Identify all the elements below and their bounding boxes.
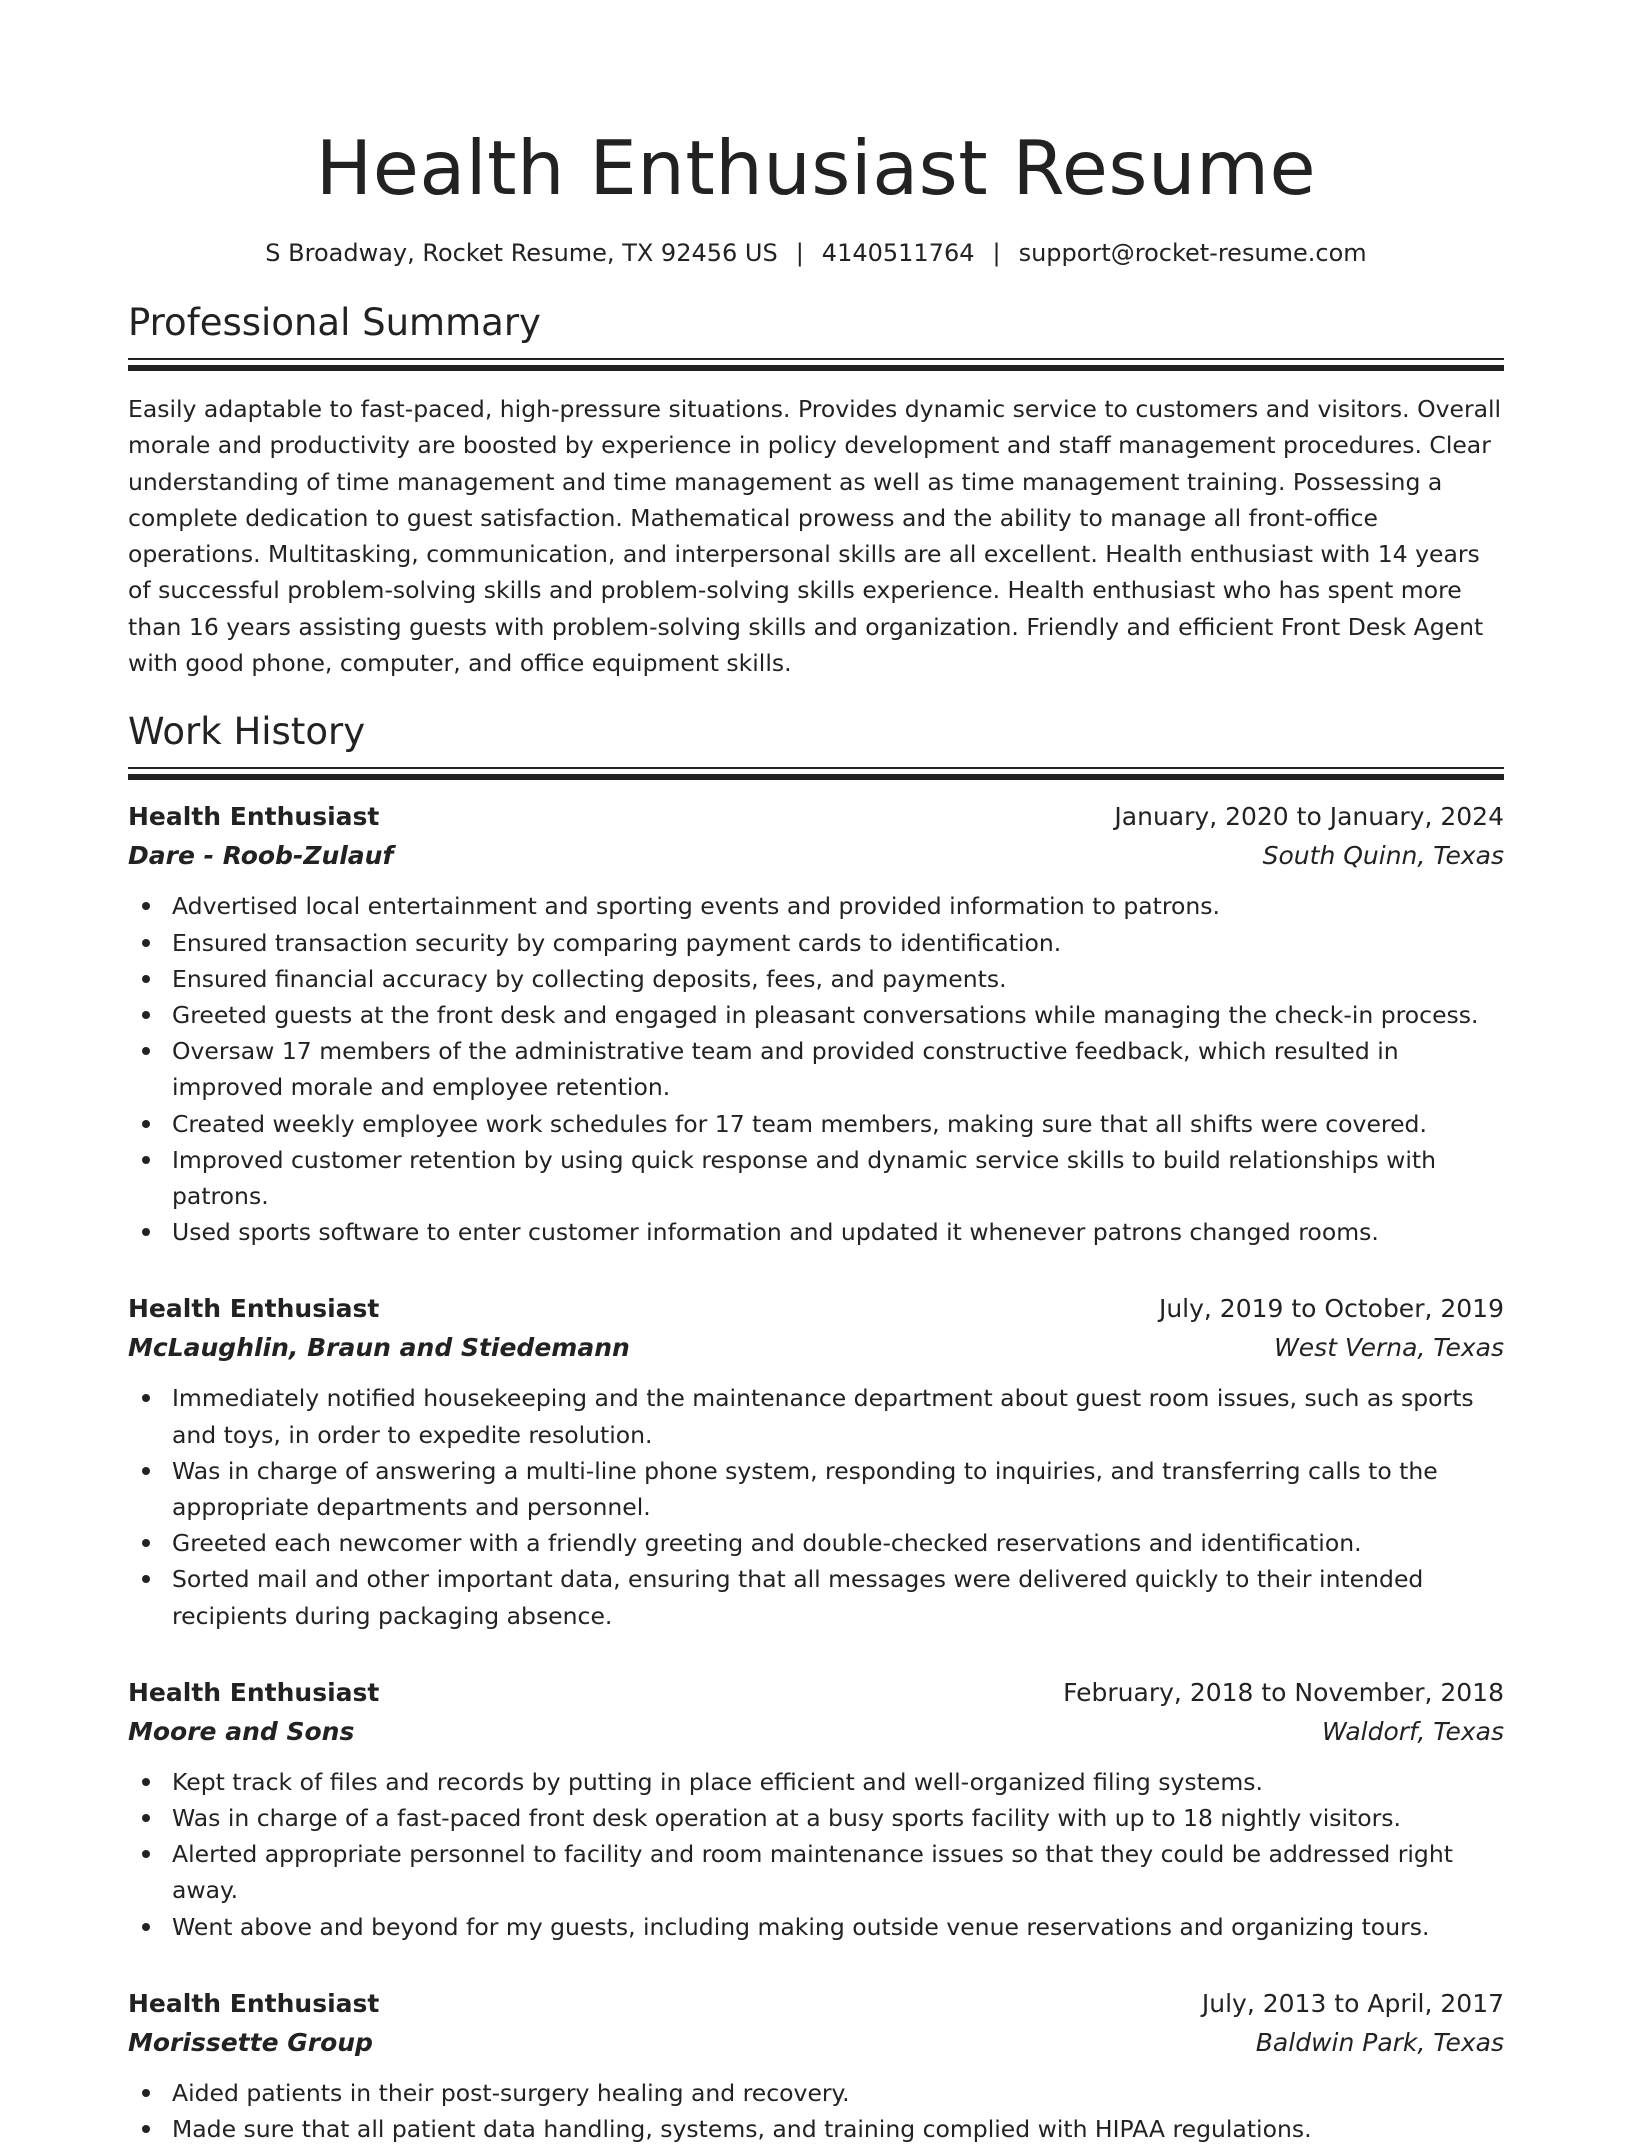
job-bullet: Was in charge of answering a multi-line phone system, responding to inquiries, and transferring calls to the appropriate departments and personnel.	[172, 1453, 1504, 1525]
section-divider	[128, 767, 1504, 780]
section-divider	[128, 358, 1504, 371]
job-company: Moore and Sons	[128, 1716, 355, 1746]
job-company: Dare - Roob-Zulauf	[128, 841, 394, 871]
work-history-section	[128, 709, 1504, 2147]
job-bullet: Greeted each newcomer with a friendly greeting and double-checked reservations and identification.	[172, 1525, 1504, 1561]
job-title: Health Enthusiast	[128, 802, 380, 832]
job-bullet: Ensured transaction security by comparing payment cards to identification.	[172, 925, 1504, 961]
job-dates: January, 2020 to January, 2024	[1114, 802, 1504, 832]
job-bullet-list	[128, 1764, 1504, 1945]
job-bullet: Was in charge of a fast-paced front desk operation at a busy sports facility with up to 18 nightly visitors.	[172, 1800, 1504, 1836]
job-title: Health Enthusiast	[128, 1677, 380, 1707]
summary-heading: Professional Summary	[128, 301, 541, 344]
job-bullet-list	[128, 2075, 1504, 2147]
job-dates: July, 2019 to October, 2019	[1158, 1294, 1504, 1324]
contact-email: support@rocket-resume.com	[1018, 239, 1367, 267]
job-bullet: Used sports software to enter customer information and updated it whenever patrons changed rooms.	[172, 1214, 1504, 1250]
job-dates: February, 2018 to November, 2018	[1063, 1677, 1504, 1707]
job-bullet: Alerted appropriate personnel to facility and room maintenance issues so that they could be addressed right away.	[172, 1836, 1504, 1908]
job-bullet: Kept track of files and records by putting in place efficient and well-organized filing systems.	[172, 1764, 1504, 1800]
job-bullet: Greeted guests at the front desk and engaged in pleasant conversations while managing the check-in process.	[172, 997, 1504, 1033]
contact-line	[128, 236, 1504, 270]
job-title: Health Enthusiast	[128, 1988, 380, 2018]
job-company: McLaughlin, Braun and Stiedemann	[128, 1333, 630, 1363]
summary-text: Easily adaptable to fast-paced, high-pressure situations. Provides dynamic service to customers and visitors. Overall morale and productivity are boosted by experience in policy development and staff management procedures. Clear understanding of time management and time management as well as time management training. Possessing a complete dedication to guest satisfaction. Mathematical prowess and the ability to manage all front-office operations. Multitasking, communication, and interpersonal skills are all excellent. Health enthusiast with 14 years of successful problem-solving skills and problem-solving skills experience. Health enthusiast who has spent more than 16 years assisting guests with problem-solving skills and organization. Friendly and efficient Front Desk Agent with good phone, computer, and office equipment skills.	[128, 395, 1502, 678]
job-title: Health Enthusiast	[128, 1294, 380, 1324]
job-bullet: Went above and beyond for my guests, including making outside venue reservations and organizing tours.	[172, 1909, 1504, 1945]
contact-separator: |	[795, 239, 804, 267]
job-bullet-list	[128, 888, 1504, 1250]
job-bullet-list	[128, 1380, 1504, 1633]
professional-summary-section	[128, 300, 1504, 681]
job-location: South Quinn, Texas	[1262, 841, 1504, 871]
job-bullet: Improved customer retention by using quick response and dynamic service skills to build relationships with patrons.	[172, 1142, 1504, 1214]
job-bullet: Oversaw 17 members of the administrative team and provided constructive feedback, which resulted in improved morale and employee retention.	[172, 1033, 1504, 1105]
job-bullet: Ensured financial accuracy by collecting deposits, fees, and payments.	[172, 961, 1504, 997]
job-location: Baldwin Park, Texas	[1255, 2027, 1504, 2057]
contact-separator: |	[992, 239, 1001, 267]
job-entry	[128, 1674, 1504, 1945]
job-bullet: Advertised local entertainment and sporting events and provided information to patrons.	[172, 888, 1504, 924]
job-bullet: Aided patients in their post-surgery healing and recovery.	[172, 2075, 1504, 2111]
resume-page	[128, 0, 1504, 2147]
job-company: Morissette Group	[128, 2027, 373, 2057]
resume-title: Health Enthusiast Resume	[315, 124, 1317, 212]
job-bullet: Created weekly employee work schedules for 17 team members, making sure that all shifts were covered.	[172, 1106, 1504, 1142]
job-entry	[128, 1290, 1504, 1633]
job-bullet: Sorted mail and other important data, ensuring that all messages were delivered quickly to their intended recipients during packaging absence.	[172, 1561, 1504, 1633]
job-entry	[128, 1985, 1504, 2147]
job-location: West Verna, Texas	[1274, 1333, 1504, 1363]
work-history-heading: Work History	[128, 710, 366, 754]
job-bullet: Immediately notified housekeeping and the maintenance department about guest room issues, such as sports and toys, in order to expedite resolution.	[172, 1380, 1504, 1452]
contact-phone: 4140511764	[821, 239, 975, 267]
job-entry	[128, 798, 1504, 1250]
contact-address: S Broadway, Rocket Resume, TX 92456 US	[265, 239, 778, 267]
job-bullet: Made sure that all patient data handling, systems, and training complied with HIPAA regulations.	[172, 2111, 1504, 2147]
job-dates: July, 2013 to April, 2017	[1201, 1988, 1504, 2018]
job-location: Waldorf, Texas	[1321, 1716, 1504, 1746]
